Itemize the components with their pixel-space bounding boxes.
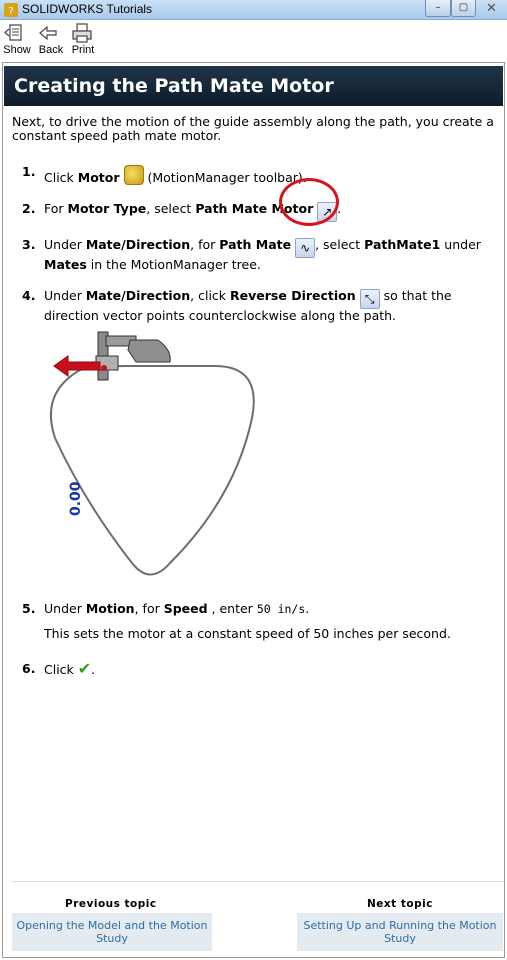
step-text: under	[440, 237, 481, 252]
maximize-button[interactable]	[451, 0, 476, 17]
minimize-button[interactable]	[425, 0, 451, 17]
reverse-direction-keyword: Reverse Direction	[230, 288, 356, 303]
minimize-icon: –	[435, 2, 441, 13]
motor-icon	[124, 165, 144, 185]
step-text: , for	[190, 237, 220, 252]
path-mate-icon: ∿	[295, 238, 315, 258]
step-number: 1.	[22, 164, 36, 179]
window-titlebar	[0, 0, 507, 20]
step-number: 2.	[22, 201, 36, 216]
show-button[interactable]	[3, 22, 31, 56]
step-text: Under	[44, 237, 86, 252]
step-text: , select	[146, 201, 196, 216]
step-text: , for	[134, 601, 164, 616]
path-mate-motor-icon: ↗	[317, 202, 337, 222]
close-icon: ✕	[486, 1, 497, 16]
step-text: Click	[44, 170, 78, 185]
page-title: Creating the Path Mate Motor	[14, 75, 334, 97]
ok-check-icon: ✔	[77, 659, 92, 678]
show-label: Show	[3, 44, 31, 56]
step-number: 3.	[22, 237, 36, 252]
step-number: 5.	[22, 601, 36, 616]
svg-text:?: ?	[8, 6, 14, 17]
printer-icon	[70, 22, 94, 44]
print-button[interactable]	[70, 22, 96, 56]
print-label: Print	[71, 44, 95, 56]
step-text: For	[44, 201, 68, 216]
path-diagram	[40, 328, 270, 590]
next-topic-heading: Next topic	[367, 898, 433, 910]
path-mate-motor-keyword: Path Mate Motor	[195, 201, 314, 216]
mate-direction-keyword: Mate/Direction	[85, 288, 191, 303]
step-note: This sets the motor at a constant speed of 50 inches per second.	[44, 626, 451, 641]
back-label: Back	[38, 44, 64, 56]
topic-header	[4, 66, 503, 106]
show-pane-icon	[3, 22, 27, 44]
step-text: , select	[315, 237, 365, 252]
guide-assembly	[96, 332, 170, 380]
speed-keyword: Speed	[163, 601, 208, 616]
highlight-circle	[279, 178, 342, 226]
step-text: .	[91, 662, 96, 677]
speed-label: 0.00	[68, 481, 84, 516]
step-number: 4.	[22, 288, 36, 303]
close-button[interactable]	[476, 0, 507, 17]
help-toolbar	[0, 20, 507, 62]
closed-path	[51, 366, 254, 575]
speed-value: 50 in/s	[256, 602, 306, 616]
previous-topic-heading: Previous topic	[65, 898, 157, 910]
step-text: .	[305, 601, 310, 616]
previous-topic-link[interactable]: Opening the Model and the Motion Study	[12, 913, 212, 951]
intro-paragraph: Next, to drive the motion of the guide assembly along the path, you create a constant speed path mate motor.	[12, 114, 494, 143]
motor-type-keyword: Motor Type	[67, 201, 147, 216]
solidworks-app-icon	[3, 2, 19, 18]
step-text: (MotionManager toolbar).	[143, 170, 307, 185]
step-text: , click	[190, 288, 231, 303]
maximize-icon: ▢	[458, 2, 469, 13]
step-text: so that the direction vector points counterclockwise along the path.	[44, 288, 452, 323]
reverse-direction-icon: ⤡	[360, 289, 380, 309]
motion-keyword: Motion	[85, 601, 135, 616]
step-text: , enter	[207, 601, 257, 616]
footer-divider	[12, 881, 504, 882]
mate-direction-keyword: Mate/Direction	[85, 237, 191, 252]
path-mate-keyword: Path Mate	[219, 237, 292, 252]
back-button[interactable]	[36, 22, 66, 56]
mates-keyword: Mates	[44, 257, 87, 272]
pathmate1-keyword: PathMate1	[364, 237, 441, 252]
step-text: Under	[44, 288, 86, 303]
step-text: Click	[44, 662, 78, 677]
motor-keyword: Motor	[77, 170, 120, 185]
back-arrow-icon	[36, 22, 60, 44]
step-text: Under	[44, 601, 86, 616]
step-text: .	[337, 201, 342, 216]
window-title: SOLIDWORKS Tutorials	[22, 2, 153, 16]
step-number: 6.	[22, 661, 36, 676]
direction-arrow	[54, 356, 100, 376]
next-topic-link[interactable]: Setting Up and Running the Motion Study	[297, 913, 503, 951]
step-text: in the MotionManager tree.	[86, 257, 261, 272]
